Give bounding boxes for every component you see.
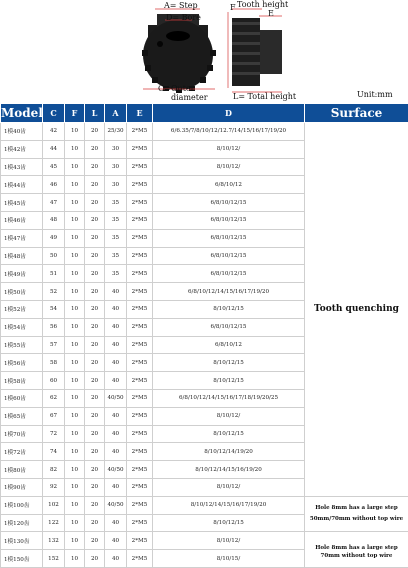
cell-d: 6/8/10/12/14/15/16/17/18/19/20/25: [153, 389, 305, 407]
cell-e: 2*M5: [127, 176, 153, 194]
cell-f: 10: [65, 496, 85, 514]
cell-d: 6/8/10/12/15: [153, 247, 305, 265]
cell-l: 20: [85, 354, 105, 372]
cell-e: 2*M5: [127, 478, 153, 496]
cell-c: 48: [43, 211, 65, 229]
cell-l: 20: [85, 300, 105, 318]
cell-l: 20: [85, 550, 105, 568]
cell-d: 8/10/12/15: [153, 372, 305, 390]
cell-e: 2*M5: [127, 443, 153, 461]
cell-c: 45: [43, 158, 65, 176]
cell-model: 1模100齿: [1, 496, 43, 514]
cell-f: 10: [65, 265, 85, 283]
cell-e: 2*M5: [127, 211, 153, 229]
cell-f: 10: [65, 194, 85, 212]
note-cell-1: [305, 496, 408, 532]
cell-d: 6/8/10/12/15: [153, 211, 305, 229]
header-d: D: [153, 104, 305, 123]
cell-model: 1模130齿: [1, 532, 43, 550]
cell-model: 1模150齿: [1, 550, 43, 568]
cell-l: 20: [85, 532, 105, 550]
cell-l: 20: [85, 176, 105, 194]
cell-e: 2*M5: [127, 336, 153, 354]
label-outer-diameter: Outer diameter: [171, 84, 211, 102]
cell-l: 20: [85, 389, 105, 407]
cell-e: 2*M5: [127, 300, 153, 318]
cell-e: 2*M5: [127, 158, 153, 176]
cell-l: 20: [85, 140, 105, 158]
table-header-row: [1, 104, 408, 123]
cell-c: 51: [43, 265, 65, 283]
cell-c: 60: [43, 372, 65, 390]
cell-e: 2*M5: [127, 265, 153, 283]
cell-c: 42: [43, 123, 65, 141]
cell-e: 2*M5: [127, 372, 153, 390]
cell-l: 20: [85, 461, 105, 479]
cell-l: 20: [85, 318, 105, 336]
cell-a: 40: [105, 300, 127, 318]
cell-model: 1模58齿: [1, 372, 43, 390]
cell-a: 40: [105, 318, 127, 336]
cell-c: 102: [43, 496, 65, 514]
cell-d: 8/10/12/14/19/20: [153, 443, 305, 461]
cell-a: 35: [105, 265, 127, 283]
cell-a: 30: [105, 176, 127, 194]
label-f: F: [230, 4, 236, 12]
cell-c: 58: [43, 354, 65, 372]
cell-a: 35: [105, 211, 127, 229]
cell-l: 20: [85, 425, 105, 443]
cell-c: 72: [43, 425, 65, 443]
cell-f: 10: [65, 283, 85, 301]
cell-d: 6/8/10/12/15: [153, 265, 305, 283]
cell-model: 1模55齿: [1, 336, 43, 354]
cell-d: 6/6.35/7/8/10/12/12.7/14/15/16/17/19/20: [153, 123, 305, 141]
cell-d: 6/8/10/12/15: [153, 318, 305, 336]
cell-c: 74: [43, 443, 65, 461]
cell-model: 1模47齿: [1, 229, 43, 247]
cell-l: 20: [85, 336, 105, 354]
cell-d: 8/10/12/15: [153, 300, 305, 318]
cell-c: 47: [43, 194, 65, 212]
cell-e: 2*M5: [127, 532, 153, 550]
cell-f: 10: [65, 532, 85, 550]
cell-a: 40: [105, 283, 127, 301]
cell-f: 10: [65, 318, 85, 336]
cell-d: 8/10/12/: [153, 407, 305, 425]
cell-model: 1模120齿: [1, 514, 43, 532]
cell-c: 54: [43, 300, 65, 318]
cell-model: 1模70齿: [1, 425, 43, 443]
note-2-line-b: 70mm without top wire: [305, 553, 408, 560]
table-row: [1, 532, 408, 550]
cell-model: 1模90齿: [1, 478, 43, 496]
cell-l: 20: [85, 407, 105, 425]
label-tooth-height: Tooth height: [237, 1, 288, 9]
cell-l: 20: [85, 158, 105, 176]
cell-c: 44: [43, 140, 65, 158]
cell-e: 2*M5: [127, 229, 153, 247]
gear-side-view: [232, 18, 282, 86]
cell-d: 8/10/12/14/15/16/17/19/20: [153, 496, 305, 514]
header-f: F: [65, 104, 85, 123]
note-1-line-a: Hole 8mm has a large step: [305, 505, 408, 512]
cell-f: 10: [65, 550, 85, 568]
cell-d: 8/10/12/: [153, 158, 305, 176]
cell-l: 20: [85, 265, 105, 283]
cell-model: 1模60齿: [1, 389, 43, 407]
cell-model: 1模48齿: [1, 247, 43, 265]
cell-a: 40: [105, 443, 127, 461]
cell-c: 62: [43, 389, 65, 407]
cell-e: 2*M5: [127, 407, 153, 425]
cell-a: 40: [105, 372, 127, 390]
cell-e: 2*M5: [127, 283, 153, 301]
unit-label: Unit:mm: [357, 90, 393, 99]
cell-l: 20: [85, 247, 105, 265]
cell-c: 49: [43, 229, 65, 247]
label-total-height: L= Total height: [233, 93, 296, 101]
cell-e: 2*M5: [127, 461, 153, 479]
cell-e: 2*M5: [127, 514, 153, 532]
cell-model: 1模40齿: [1, 123, 43, 141]
cell-a: 30: [105, 158, 127, 176]
surface-cell: Tooth quenching: [305, 123, 408, 497]
cell-c: 67: [43, 407, 65, 425]
note-cell-2: [305, 532, 408, 568]
cell-l: 20: [85, 478, 105, 496]
cell-model: 1模54齿: [1, 318, 43, 336]
cell-a: 40: [105, 354, 127, 372]
cell-d: 8/10/12/: [153, 532, 305, 550]
cell-d: 6/8/10/12/14/15/16/17/19/20: [153, 283, 305, 301]
note-2-line-a: Hole 8mm has a large step: [305, 545, 408, 552]
cell-f: 10: [65, 443, 85, 461]
cell-d: 6/8/10/12: [153, 176, 305, 194]
cell-e: 2*M5: [127, 550, 153, 568]
cell-a: 40: [105, 550, 127, 568]
cell-f: 10: [65, 425, 85, 443]
cell-a: 40: [105, 336, 127, 354]
header-a: A: [105, 104, 127, 123]
cell-c: 92: [43, 478, 65, 496]
cell-a: 40: [105, 532, 127, 550]
cell-l: 20: [85, 443, 105, 461]
header-surface: Surface: [305, 104, 408, 123]
label-c: C=: [158, 85, 171, 93]
cell-e: 2*M5: [127, 318, 153, 336]
cell-c: 56: [43, 318, 65, 336]
cell-d: 8/10/12/14/15/16/19/20: [153, 461, 305, 479]
cell-f: 10: [65, 300, 85, 318]
cell-a: 25/30: [105, 123, 127, 141]
table-row: [1, 123, 408, 141]
cell-e: 2*M5: [127, 247, 153, 265]
cell-f: 10: [65, 389, 85, 407]
cell-f: 10: [65, 211, 85, 229]
cell-d: 6/8/10/12/15: [153, 229, 305, 247]
header-model: Model: [1, 104, 43, 123]
cell-d: 6/8/10/12/15: [153, 194, 305, 212]
cell-f: 10: [65, 123, 85, 141]
cell-f: 10: [65, 336, 85, 354]
cell-c: 46: [43, 176, 65, 194]
gear-front-view: [142, 14, 216, 93]
cell-c: 132: [43, 532, 65, 550]
cell-a: 35: [105, 247, 127, 265]
cell-f: 10: [65, 461, 85, 479]
cell-e: 2*M5: [127, 425, 153, 443]
label-e: E: [268, 10, 274, 18]
label-step: A= Step: [164, 2, 198, 10]
cell-l: 20: [85, 211, 105, 229]
cell-f: 10: [65, 478, 85, 496]
cell-model: 1模44齿: [1, 176, 43, 194]
cell-l: 20: [85, 283, 105, 301]
cell-e: 2*M5: [127, 389, 153, 407]
cell-a: 40: [105, 407, 127, 425]
cell-d: 8/10/12/: [153, 140, 305, 158]
cell-model: 1模56齿: [1, 354, 43, 372]
cell-l: 20: [85, 496, 105, 514]
cell-e: 2*M5: [127, 194, 153, 212]
cell-l: 20: [85, 123, 105, 141]
cell-a: 40/50: [105, 461, 127, 479]
cell-a: 40/50: [105, 496, 127, 514]
cell-c: 122: [43, 514, 65, 532]
cell-c: 50: [43, 247, 65, 265]
header-e: E: [127, 104, 153, 123]
cell-c: 152: [43, 550, 65, 568]
label-bore: D= Bore: [166, 14, 201, 22]
cell-e: 2*M5: [127, 496, 153, 514]
cell-model: 1模45齿: [1, 194, 43, 212]
cell-f: 10: [65, 140, 85, 158]
header-l: L: [85, 104, 105, 123]
cell-f: 10: [65, 247, 85, 265]
spec-table: [0, 103, 408, 568]
cell-model: 1模65齿: [1, 407, 43, 425]
cell-f: 10: [65, 354, 85, 372]
cell-e: 2*M5: [127, 140, 153, 158]
cell-e: 2*M5: [127, 123, 153, 141]
cell-l: 20: [85, 514, 105, 532]
cell-f: 10: [65, 158, 85, 176]
cell-model: 1模43齿: [1, 158, 43, 176]
cell-a: 40/50: [105, 389, 127, 407]
cell-a: 30: [105, 140, 127, 158]
cell-f: 10: [65, 514, 85, 532]
cell-c: 52: [43, 283, 65, 301]
cell-e: 2*M5: [127, 354, 153, 372]
cell-model: 1模46齿: [1, 211, 43, 229]
cell-a: 40: [105, 478, 127, 496]
cell-a: 40: [105, 425, 127, 443]
cell-l: 20: [85, 194, 105, 212]
cell-f: 10: [65, 407, 85, 425]
cell-model: 1模72齿: [1, 443, 43, 461]
cell-f: 10: [65, 176, 85, 194]
cell-f: 10: [65, 229, 85, 247]
cell-a: 40: [105, 514, 127, 532]
table-row: [1, 496, 408, 514]
cell-model: 1模42齿: [1, 140, 43, 158]
cell-model: 1模80齿: [1, 461, 43, 479]
cell-a: 35: [105, 194, 127, 212]
cell-c: 82: [43, 461, 65, 479]
cell-d: 8/10/12/15: [153, 425, 305, 443]
cell-f: 10: [65, 372, 85, 390]
header-c: C: [43, 104, 65, 123]
gear-diagram: [0, 0, 408, 103]
cell-d: 8/10/15/: [153, 550, 305, 568]
cell-c: 57: [43, 336, 65, 354]
cell-l: 20: [85, 229, 105, 247]
cell-d: 8/10/12/: [153, 478, 305, 496]
cell-d: 8/10/12/15: [153, 354, 305, 372]
cell-model: 1模52齿: [1, 300, 43, 318]
cell-a: 35: [105, 229, 127, 247]
note-1-line-b: 50mm/70mm without top wire: [305, 516, 408, 523]
cell-l: 20: [85, 372, 105, 390]
cell-d: 8/10/12/15: [153, 514, 305, 532]
cell-model: 1模50齿: [1, 283, 43, 301]
cell-model: 1模49齿: [1, 265, 43, 283]
cell-d: 6/8/10/12: [153, 336, 305, 354]
